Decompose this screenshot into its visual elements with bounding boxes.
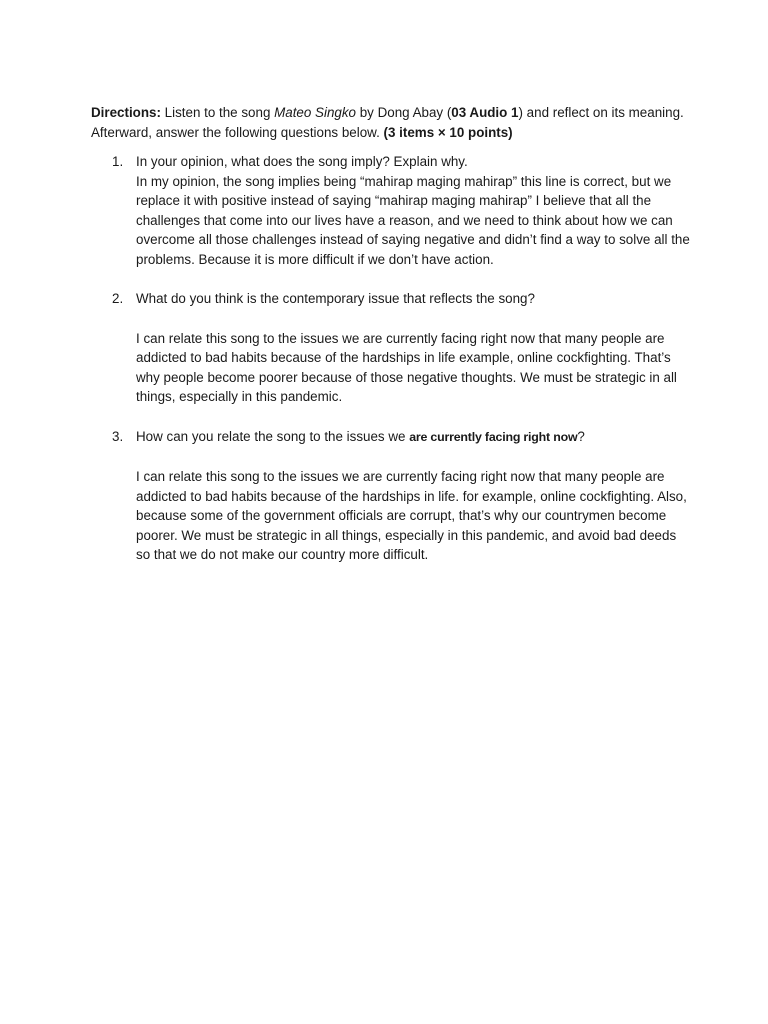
question-item-2 [91,289,691,407]
question-3-part-2: are currently facing right now [409,429,578,444]
item-number-2: 2. [112,291,124,306]
question-3-part-1: How can you relate the song to the issues we [136,428,410,444]
answer-3: I can relate this song to the issues we are currently facing right now that many people are addicted to bad habits because of the hardships in life. for example, online cockfighting. Also, because some of the government officials are corrupt, that’s why our countrymen become poorer. We must be strategic in all things, especially in this pandemic, and avoid bad deeds so that we do not make our country more difficult. [136,469,687,562]
item-number-1: 1. [112,154,124,169]
question-2: What do you think is the contemporary issue that reflects the song? [136,291,535,306]
directions-text-1: Listen to the song [160,105,275,120]
directions-text-3: ) and reflect on its meaning. Afterward, answer the following questions below. [91,105,684,140]
question-item-1 [91,152,691,269]
question-3 [136,427,691,448]
question-3-part-3: ? [577,428,585,444]
directions-label: Directions: [91,105,161,120]
question-item-3 [91,427,691,565]
song-title: Mateo Singko [274,105,356,120]
answer-2: I can relate this song to the issues we are currently facing right now that many people are addicted to bad habits because of the hardships in life example, online cockfighting. That’s why people become poorer because of those negative thoughts. We must be strategic in all things, especially in this pandemic. [136,330,677,404]
question-1: In your opinion, what does the song imply? Explain why. [136,154,468,169]
document-page [91,103,691,565]
directions-text-2: by Dong Abay ( [356,105,452,120]
answer-1: In my opinion, the song implies being “mahirap maging mahirap” this line is correct, but we replace it with positive instead of saying “mahirap maging mahirap” I believe that all the challenges that come into our lives have a reason, and we need to think about how we can overcome all those challenges instead of saying negative and didn’t find a way to solve all the problems. Because it is more difficult if we don’t have action. [136,173,690,267]
audio-reference: 03 Audio 1 [451,105,519,120]
points-note: (3 items × 10 points) [383,124,513,140]
directions-paragraph [91,103,691,142]
item-number-3: 3. [112,428,124,444]
